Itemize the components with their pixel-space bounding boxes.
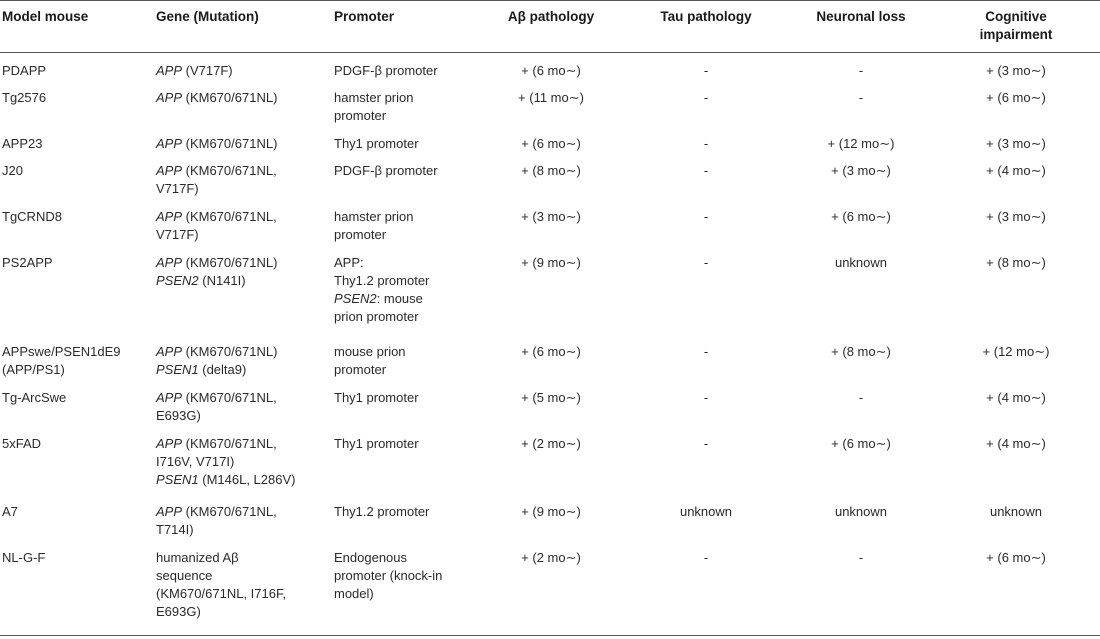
gene-mutation	[156, 62, 233, 80]
cognitive-impairment: + (3 mo∼)	[986, 209, 1046, 224]
gene-segment: PSEN1	[156, 362, 199, 377]
gene-segment: V717F)	[156, 227, 199, 242]
gene-line	[156, 254, 277, 272]
model-name-line: Tg-ArcSwe	[2, 390, 67, 405]
promoter-line	[334, 503, 429, 521]
promoter-line	[334, 549, 442, 567]
neuronal-loss: + (12 mo∼)	[827, 136, 895, 151]
gene-line	[156, 407, 277, 425]
abeta-pathology: + (6 mo∼)	[521, 63, 581, 78]
promoter-line	[334, 361, 406, 379]
neuronal-loss: -	[858, 390, 864, 405]
promoter-segment: Thy1 promoter	[334, 436, 419, 451]
gene-segment: APP	[156, 90, 183, 105]
gene-segment: (KM670/671NL)	[182, 136, 278, 151]
cognitive-impairment: + (12 mo∼)	[982, 344, 1050, 359]
gene-segment: APP	[156, 344, 183, 359]
gene-mutation	[156, 503, 277, 539]
neuronal-loss: + (3 mo∼)	[831, 163, 891, 178]
promoter	[334, 135, 419, 153]
model-name-line: NL-G-F	[2, 550, 46, 565]
header-rule	[0, 52, 1100, 53]
abeta-pathology: + (2 mo∼)	[521, 436, 581, 451]
gene-segment: E693G)	[156, 408, 201, 423]
gene-line	[156, 89, 277, 107]
promoter-segment: PSEN2	[334, 291, 377, 306]
gene-segment: (V717F)	[182, 63, 233, 78]
abeta-pathology: + (2 mo∼)	[521, 550, 581, 565]
model-name	[2, 162, 23, 180]
gene-line	[156, 435, 295, 453]
promoter-line	[334, 567, 442, 585]
tau-pathology: unknown	[679, 504, 733, 519]
abeta-pathology: + (5 mo∼)	[521, 390, 581, 405]
gene-segment: (KM670/671NL,	[182, 209, 277, 224]
promoter	[334, 389, 419, 407]
promoter-line	[334, 585, 442, 603]
gene-segment: (KM670/671NL)	[182, 255, 278, 270]
promoter	[334, 254, 429, 326]
promoter-segment: promoter	[334, 362, 387, 377]
promoter	[334, 62, 438, 80]
model-name	[2, 435, 41, 453]
promoter	[334, 549, 442, 603]
model-name	[2, 254, 53, 272]
gene-line	[156, 226, 277, 244]
promoter-line	[334, 107, 413, 125]
promoter-segment: hamster prion	[334, 209, 414, 224]
header-tau: Tau pathology	[660, 9, 752, 24]
promoter	[334, 89, 413, 125]
model-name-line: Tg2576	[2, 90, 47, 105]
neuronal-loss: -	[858, 550, 864, 565]
promoter-line	[334, 389, 419, 407]
gene-segment: (KM670/671NL)	[182, 344, 278, 359]
gene-line	[156, 567, 286, 585]
gene-segment: T714I)	[156, 522, 194, 537]
neuronal-loss: -	[858, 90, 864, 105]
gene-line	[156, 585, 286, 603]
gene-line	[156, 162, 277, 180]
gene-line	[156, 343, 277, 361]
cognitive-impairment: + (6 mo∼)	[986, 550, 1046, 565]
gene-mutation	[156, 435, 295, 489]
promoter-line	[334, 343, 406, 361]
tau-pathology: -	[703, 63, 709, 78]
model-name-line: A7	[2, 504, 18, 519]
model-name	[2, 503, 18, 521]
header-abeta: Aβ pathology	[507, 9, 595, 24]
tau-pathology: -	[703, 209, 709, 224]
header-model: Model mouse	[2, 9, 89, 24]
promoter-line	[334, 308, 429, 326]
promoter	[334, 208, 413, 244]
tau-pathology: -	[703, 255, 709, 270]
gene-line	[156, 135, 277, 153]
promoter-line	[334, 254, 429, 272]
promoter-line	[334, 290, 429, 308]
promoter-line	[334, 62, 438, 80]
model-name	[2, 135, 42, 153]
model-name-line: PS2APP	[2, 255, 53, 270]
gene-segment: PSEN1	[156, 472, 199, 487]
cognitive-impairment: + (3 mo∼)	[986, 136, 1046, 151]
gene-segment: (KM670/671NL, I716F,	[156, 586, 287, 601]
model-name-line: APP23	[2, 136, 43, 151]
promoter	[334, 503, 429, 521]
header-cognitive	[951, 8, 1081, 44]
gene-segment: (KM670/671NL,	[182, 163, 277, 178]
gene-segment: APP	[156, 436, 183, 451]
model-name-line: 5xFAD	[2, 436, 42, 451]
gene-segment: APP	[156, 504, 183, 519]
gene-mutation	[156, 208, 277, 244]
gene-segment: (KM670/671NL)	[182, 90, 278, 105]
tau-pathology: -	[703, 550, 709, 565]
bottom-rule	[0, 635, 1100, 636]
tau-pathology: -	[703, 136, 709, 151]
gene-segment: APP	[156, 255, 183, 270]
header-promoter: Promoter	[334, 9, 395, 24]
promoter-line	[334, 226, 413, 244]
promoter-segment: promoter (knock-in	[334, 568, 443, 583]
gene-line	[156, 361, 277, 379]
gene-segment: E693G)	[156, 604, 201, 619]
promoter-segment: mouse prion	[334, 344, 406, 359]
gene-line	[156, 549, 286, 567]
neuronal-loss: + (8 mo∼)	[831, 344, 891, 359]
model-name	[2, 208, 62, 226]
abeta-pathology: + (11 mo∼)	[518, 90, 584, 105]
model-name	[2, 89, 46, 107]
gene-line	[156, 180, 277, 198]
tau-pathology: -	[703, 344, 709, 359]
tau-pathology: -	[703, 390, 709, 405]
gene-segment: sequence	[156, 568, 213, 583]
neuronal-loss: -	[858, 63, 864, 78]
top-rule	[0, 0, 1100, 1]
gene-line	[156, 503, 277, 521]
gene-segment: PSEN2	[156, 273, 199, 288]
abeta-pathology: + (8 mo∼)	[521, 163, 581, 178]
promoter-segment: Thy1.2 promoter	[334, 273, 430, 288]
model-name-line: TgCRND8	[2, 209, 62, 224]
promoter-segment: hamster prion	[334, 90, 414, 105]
abeta-pathology: + (9 mo∼)	[521, 504, 581, 519]
model-name-line: PDAPP	[2, 63, 47, 78]
promoter-segment: Thy1 promoter	[334, 136, 419, 151]
gene-mutation	[156, 549, 286, 621]
promoter-segment: promoter	[334, 227, 387, 242]
gene-mutation	[156, 389, 277, 425]
tau-pathology: -	[703, 90, 709, 105]
gene-line	[156, 208, 277, 226]
promoter-line	[334, 435, 419, 453]
gene-segment: (KM670/671NL,	[182, 436, 277, 451]
cognitive-impairment: + (4 mo∼)	[986, 390, 1046, 405]
gene-segment: V717F)	[156, 181, 199, 196]
gene-segment: (KM670/671NL,	[182, 390, 277, 405]
gene-segment: (delta9)	[198, 362, 247, 377]
promoter-line	[334, 272, 429, 290]
cognitive-impairment: unknown	[989, 504, 1043, 519]
promoter-line	[334, 208, 413, 226]
cognitive-impairment: + (3 mo∼)	[986, 63, 1046, 78]
gene-mutation	[156, 135, 277, 153]
promoter-line	[334, 135, 419, 153]
gene-mutation	[156, 89, 277, 107]
cognitive-impairment: + (4 mo∼)	[986, 436, 1046, 451]
gene-segment: (KM670/671NL,	[182, 504, 277, 519]
promoter	[334, 162, 438, 180]
gene-segment: (M146L, L286V)	[198, 472, 296, 487]
model-name	[2, 62, 46, 80]
neuronal-loss: + (6 mo∼)	[831, 436, 891, 451]
promoter-segment: : mouse	[376, 291, 423, 306]
gene-mutation	[156, 162, 277, 198]
promoter-line	[334, 162, 438, 180]
gene-segment: APP	[156, 390, 183, 405]
model-name-line: APPswe/PSEN1dE9	[2, 344, 121, 359]
gene-segment: APP	[156, 209, 183, 224]
abeta-pathology: + (6 mo∼)	[521, 344, 581, 359]
neuronal-loss: unknown	[834, 255, 888, 270]
promoter-segment: PDGF-β promoter	[334, 63, 438, 78]
promoter-segment: Thy1 promoter	[334, 390, 419, 405]
abeta-pathology: + (9 mo∼)	[521, 255, 581, 270]
promoter-segment: PDGF-β promoter	[334, 163, 438, 178]
promoter	[334, 343, 406, 379]
cognitive-impairment: + (6 mo∼)	[986, 90, 1046, 105]
neuronal-loss: + (6 mo∼)	[831, 209, 891, 224]
header-cognitive-line2: impairment	[979, 27, 1053, 42]
cognitive-impairment: + (4 mo∼)	[986, 163, 1046, 178]
gene-line	[156, 471, 295, 489]
cognitive-impairment: + (8 mo∼)	[986, 255, 1046, 270]
gene-segment: humanized Aβ	[156, 550, 239, 565]
model-name-line: (APP/PS1)	[2, 362, 65, 377]
promoter-segment: promoter	[334, 108, 387, 123]
gene-segment: (N141I)	[198, 273, 246, 288]
gene-line	[156, 603, 286, 621]
gene-segment: APP	[156, 163, 183, 178]
model-name	[2, 389, 66, 407]
tau-pathology: -	[703, 436, 709, 451]
tau-pathology: -	[703, 163, 709, 178]
abeta-pathology: + (3 mo∼)	[521, 209, 581, 224]
promoter-segment: model)	[334, 586, 374, 601]
promoter-segment: Endogenous	[334, 550, 408, 565]
gene-line	[156, 389, 277, 407]
gene-segment: APP	[156, 63, 183, 78]
gene-mutation	[156, 254, 277, 290]
header-cognitive-line1: Cognitive	[985, 9, 1047, 24]
model-name	[2, 549, 45, 567]
gene-segment: APP	[156, 136, 183, 151]
header-neuronal: Neuronal loss	[816, 9, 906, 24]
gene-line	[156, 272, 277, 290]
model-name	[2, 343, 121, 379]
header-gene: Gene (Mutation)	[156, 9, 259, 24]
gene-line	[156, 62, 233, 80]
neuronal-loss: unknown	[834, 504, 888, 519]
abeta-pathology: + (6 mo∼)	[521, 136, 581, 151]
gene-line	[156, 453, 295, 471]
gene-mutation	[156, 343, 277, 379]
promoter	[334, 435, 419, 453]
gene-segment: I716V, V717I)	[156, 454, 235, 469]
promoter-segment: APP:	[334, 255, 364, 270]
promoter-segment: Thy1.2 promoter	[334, 504, 430, 519]
model-name-line: J20	[2, 163, 23, 178]
promoter-segment: prion promoter	[334, 309, 419, 324]
promoter-line	[334, 89, 413, 107]
gene-line	[156, 521, 277, 539]
